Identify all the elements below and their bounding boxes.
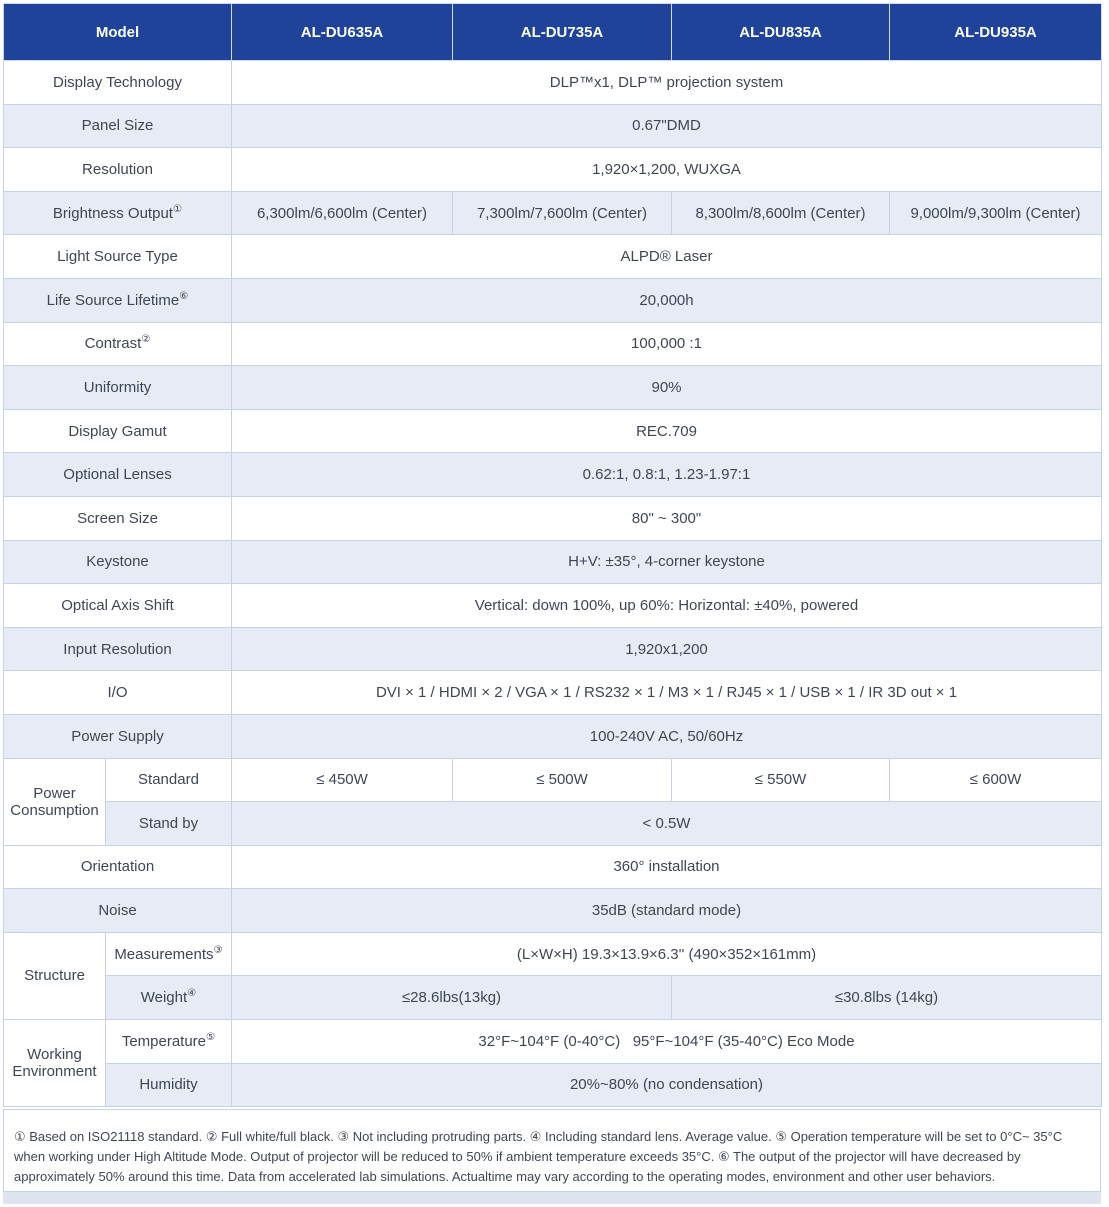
row-label-temperature — [106, 1020, 232, 1064]
cell-light-source-type-value: ALPD® Laser — [232, 235, 1102, 279]
footnote-ref-3: ③ — [213, 944, 223, 956]
cell-brightness-du935a: 9,000lm/9,300lm (Center) — [890, 191, 1102, 235]
row-label-weight — [106, 976, 232, 1020]
row-label-io: I/O — [4, 671, 232, 715]
cell-brightness-du635a: 6,300lm/6,600lm (Center) — [232, 191, 453, 235]
spec-row-optical-axis-shift — [4, 584, 1102, 628]
cell-life-source-lifetime-value: 20,000h — [232, 278, 1102, 322]
column-header-model: Model — [4, 4, 232, 61]
contrast-label-text: Contrast — [84, 335, 142, 353]
footnote-ref-2: ② — [141, 334, 151, 346]
column-header-al-du635a: AL-DU635A — [232, 4, 453, 61]
footnote-ref-6: ⑥ — [179, 290, 189, 302]
cell-standard-power-du735a: ≤ 500W — [453, 758, 672, 802]
spec-row-working-environment-humidity — [4, 1063, 1102, 1107]
row-label-display-technology: Display Technology — [4, 61, 232, 105]
cell-display-gamut-value: REC.709 — [232, 409, 1102, 453]
row-label-optical-axis-shift: Optical Axis Shift — [4, 584, 232, 628]
spec-row-life-source-lifetime — [4, 278, 1102, 322]
spec-row-display-gamut — [4, 409, 1102, 453]
spec-row-contrast — [4, 322, 1102, 366]
row-label-screen-size: Screen Size — [4, 496, 232, 540]
cell-standby-power-value: < 0.5W — [232, 802, 1102, 846]
spec-row-orientation — [4, 845, 1102, 889]
cell-input-resolution-value: 1,920x1,200 — [232, 627, 1102, 671]
temperature-label-text: Temperature — [121, 1032, 207, 1050]
group-label-working-environment: Working Environment — [4, 1020, 106, 1107]
cell-display-technology-value: DLP™x1, DLP™ projection system — [232, 61, 1102, 105]
cell-standard-power-du835a: ≤ 550W — [672, 758, 890, 802]
spec-row-io — [4, 671, 1102, 715]
row-label-contrast — [4, 322, 232, 366]
row-label-humidity: Humidity — [106, 1063, 232, 1107]
footnote-ref-4: ④ — [187, 988, 197, 1000]
footnote-ref-1: ① — [172, 203, 183, 215]
life-source-lifetime-label-text: Life Source Lifetime — [46, 291, 180, 309]
spec-row-uniformity — [4, 366, 1102, 410]
cell-optional-lenses-value: 0.62:1, 0.8:1, 1.23-1.97:1 — [232, 453, 1102, 497]
footnotes-text: ① Based on ISO21118 standard. ② Full white/full black. ③ Not including protruding parts. ④ Including standard lens. Average value. ⑤ Operation temperature will be set to 0°C~ 35°C when working under High Altitude Mode. Output of projector will be reduced to 50% if ambient temperature exceeds 35°C. ⑥ The output of the projector will have decreased by approximately 50% around this time. Data from accelerated lab simulations. Actualtime may vary according to the operating modes, environment and other user behaviors. — [3, 1109, 1101, 1192]
spec-row-brightness-output — [4, 191, 1102, 235]
header-row — [4, 4, 1102, 61]
row-label-life-source-lifetime — [4, 278, 232, 322]
cell-humidity-value: 20%~80% (no condensation) — [232, 1063, 1102, 1107]
spec-row-power-consumption-standard — [4, 758, 1102, 802]
cell-weight-du835a-du935a: ≤30.8lbs (14kg) — [672, 976, 1102, 1020]
spec-row-power-supply — [4, 714, 1102, 758]
cell-contrast-value: 100,000 :1 — [232, 322, 1102, 366]
spec-row-panel-size — [4, 104, 1102, 148]
cell-brightness-du835a: 8,300lm/8,600lm (Center) — [672, 191, 890, 235]
row-label-brightness-output — [4, 191, 232, 235]
cell-power-supply-value: 100-240V AC, 50/60Hz — [232, 714, 1102, 758]
cell-orientation-value: 360° installation — [232, 845, 1102, 889]
spec-row-input-resolution — [4, 627, 1102, 671]
spec-row-working-environment-temperature — [4, 1020, 1102, 1064]
bottom-strip — [3, 1192, 1101, 1204]
spec-row-keystone — [4, 540, 1102, 584]
cell-io-value: DVI × 1 / HDMI × 2 / VGA × 1 / RS232 × 1 / M3 × 1 / RJ45 × 1 / USB × 1 / IR 3D out × 1 — [232, 671, 1102, 715]
spec-row-structure-weight — [4, 976, 1102, 1020]
row-label-panel-size: Panel Size — [4, 104, 232, 148]
cell-panel-size-value: 0.67"DMD — [232, 104, 1102, 148]
row-label-standard: Standard — [106, 758, 232, 802]
spec-row-light-source-type — [4, 235, 1102, 279]
cell-weight-du635a-du735a: ≤28.6lbs(13kg) — [232, 976, 672, 1020]
cell-temperature-value: 32°F~104°F (0-40°C) 95°F~104°F (35-40°C) Eco Mode — [232, 1020, 1102, 1064]
column-header-al-du935a: AL-DU935A — [890, 4, 1102, 61]
spec-row-optional-lenses — [4, 453, 1102, 497]
row-label-orientation: Orientation — [4, 845, 232, 889]
row-label-light-source-type: Light Source Type — [4, 235, 232, 279]
row-label-optional-lenses: Optional Lenses — [4, 453, 232, 497]
cell-brightness-du735a: 7,300lm/7,600lm (Center) — [453, 191, 672, 235]
group-label-structure: Structure — [4, 932, 106, 1019]
row-label-display-gamut: Display Gamut — [4, 409, 232, 453]
group-label-power-consumption: Power Consumption — [4, 758, 106, 845]
row-label-keystone: Keystone — [4, 540, 232, 584]
cell-noise-value: 35dB (standard mode) — [232, 889, 1102, 933]
projector-spec-table — [3, 3, 1102, 1107]
row-label-power-supply: Power Supply — [4, 714, 232, 758]
row-label-resolution: Resolution — [4, 148, 232, 192]
row-label-uniformity: Uniformity — [4, 366, 232, 410]
cell-uniformity-value: 90% — [232, 366, 1102, 410]
cell-screen-size-value: 80" ~ 300" — [232, 496, 1102, 540]
spec-row-display-technology — [4, 61, 1102, 105]
cell-keystone-value: H+V: ±35°, 4-corner keystone — [232, 540, 1102, 584]
column-header-al-du735a: AL-DU735A — [453, 4, 672, 61]
row-label-input-resolution: Input Resolution — [4, 627, 232, 671]
cell-standard-power-du635a: ≤ 450W — [232, 758, 453, 802]
spec-row-power-consumption-standby — [4, 802, 1102, 846]
row-label-noise: Noise — [4, 889, 232, 933]
cell-measurements-value: (L×W×H) 19.3×13.9×6.3'' (490×352×161mm) — [232, 932, 1102, 976]
spec-row-structure-measurements — [4, 932, 1102, 976]
weight-label-text: Weight — [140, 989, 188, 1007]
row-label-standby: Stand by — [106, 802, 232, 846]
footnote-ref-5: ⑤ — [206, 1031, 216, 1043]
row-label-measurements — [106, 932, 232, 976]
spec-row-screen-size — [4, 496, 1102, 540]
spec-row-noise — [4, 889, 1102, 933]
cell-standard-power-du935a: ≤ 600W — [890, 758, 1102, 802]
brightness-label-text: Brightness Output — [52, 204, 173, 222]
cell-resolution-value: 1,920×1,200, WUXGA — [232, 148, 1102, 192]
measurements-label-text: Measurements — [114, 945, 214, 963]
column-header-al-du835a: AL-DU835A — [672, 4, 890, 61]
cell-optical-axis-shift-value: Vertical: down 100%, up 60%: Horizontal: ±40%, powered — [232, 584, 1102, 628]
spec-row-resolution — [4, 148, 1102, 192]
